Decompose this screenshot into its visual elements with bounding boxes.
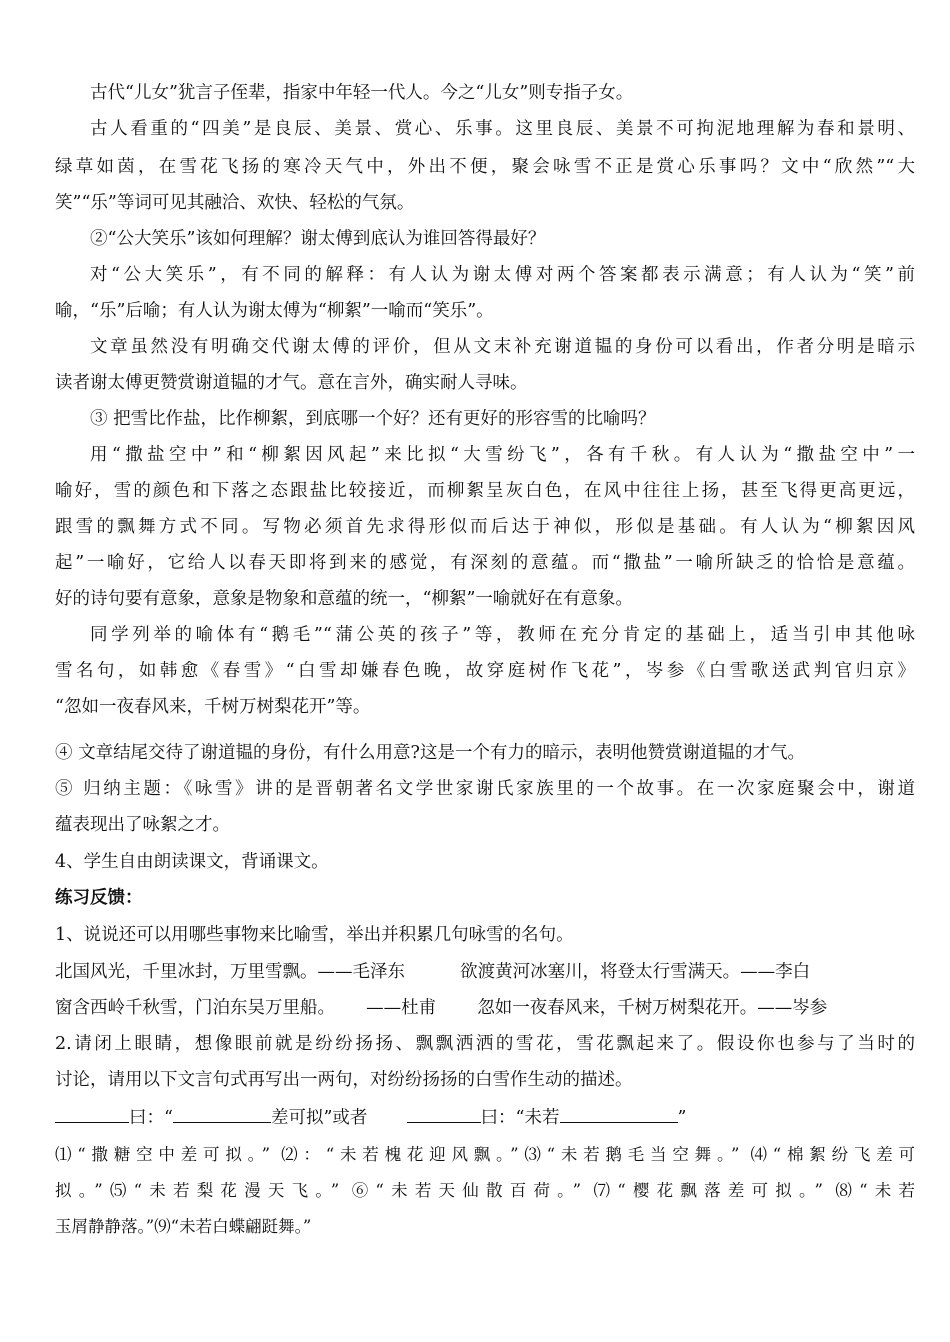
answer-line: 拟。”⑸“未若梨花漫天飞。” ⑥“未若天仙散百荷。” ⑺“樱花飘落差可拟。” ⑻“未若 [55, 1181, 915, 1200]
paragraph-line: 文章虽然没有明确交代谢太傅的评价，但从文末补充谢道韫的身份可以看出，作者分明是暗示 [90, 337, 915, 357]
poem-row [55, 998, 827, 1018]
question-heading: ③ 把雪比作盐，比作柳絮，到底哪一个好？还有更好的形容雪的比喻吗？ [90, 409, 656, 429]
exercise-question: 讨论，请用以下文言句式再写出一两句，对纷纷扬扬的白雪作生动的描述。 [55, 1070, 633, 1090]
paragraph-line: ⑤ 归纳主题：《咏雪》讲的是晋朝著名文学世家谢氏家族里的一个故事。在一次家庭聚会中，谢道 [55, 779, 915, 799]
paragraph-line: ④ 文章结尾交待了谢道韫的身份，有什么用意?这是一个有力的暗示，表明他赞赏谢道韫的才气。 [55, 743, 805, 763]
poem-author: ——杜甫 [366, 998, 437, 1018]
paragraph-line: 用“撒盐空中”和“柳絮因风起”来比拟“大雪纷飞”，各有千秋。有人认为“撒盐空中”一 [90, 445, 915, 465]
pattern-text: ” [677, 1108, 687, 1128]
paragraph-line: 4、学生自由朗读课文，背诵课文。 [55, 852, 329, 872]
paragraph-line: 读者谢太傅更赞赏谢道韫的才气。意在言外，确实耐人寻味。 [55, 373, 528, 393]
paragraph-line: 同学列举的喻体有“鹅毛”“蒲公英的孩子”等，教师在充分肯定的基础上，适当引申其他咏 [90, 625, 915, 645]
pattern-text: 差可拟”或者 [270, 1108, 368, 1128]
sentence-pattern [55, 1108, 686, 1128]
paragraph-line: 绿草如茵，在雪花飞扬的寒冷天气中，外出不便，聚会咏雪不正是赏心乐事吗？文中“欣然”“大 [55, 157, 915, 177]
paragraph-line: 笑”“乐”等词可见其融洽、欢快、轻松的气氛。 [55, 193, 415, 213]
answer-line: 玉屑静静落。”⑼“未若白蝶翩跹舞。” [55, 1217, 312, 1236]
paragraph-line: 起”一喻好，它给人以春天即将到来的感觉，有深刻的意蕴。而“撒盐”一喻所缺乏的恰恰是意蕴。 [55, 553, 915, 573]
paragraph-line: 古代“儿女”犹言子侄辈，指家中年轻一代人。今之“儿女”则专指子女。 [90, 83, 634, 103]
paragraph-line: 古人看重的“四美”是良辰、美景、赏心、乐事。这里良辰、美景不可拘泥地理解为春和景明、 [90, 119, 915, 139]
poem-row [55, 962, 810, 982]
paragraph-line: 蕴表现出了咏絮之才。 [55, 815, 230, 835]
pattern-text: 曰：“ [129, 1108, 173, 1128]
exercise-question: 2.请闭上眼睛，想像眼前就是纷纷扬扬、飘飘洒洒的雪花，雪花飘起来了。假设你也参与了当时的 [55, 1034, 915, 1054]
poem-quote: 忽如一夜春风来，千树万树梨花开。——岑参 [477, 998, 828, 1018]
fill-blank[interactable] [55, 1108, 129, 1123]
poem-quote: 欲渡黄河冰塞川，将登太行雪满天。——李白 [460, 962, 811, 982]
paragraph-line: 喻，“乐”后喻；有人认为谢太傅为“柳絮”一喻而“笑乐”。 [55, 301, 494, 321]
paragraph-line: 喻好，雪的颜色和下落之态跟盐比较接近，而柳絮呈灰白色，在风中往往上扬，甚至飞得更高更远， [55, 481, 915, 501]
paragraph-line: 好的诗句要有意象，意象是物象和意蕴的统一，“柳絮”一喻就好在有意象。 [55, 589, 633, 609]
fill-blank[interactable] [560, 1108, 678, 1123]
section-heading: 练习反馈： [55, 888, 143, 908]
exercise-question: 1、说说还可以用哪些事物来比喻雪，举出并积累几句咏雪的名句。 [55, 925, 574, 945]
answer-line: ⑴“撒糖空中差可拟。” ⑵：“未若槐花迎风飘。”⑶“未若鹅毛当空舞。” ⑷“棉絮纷飞差可 [55, 1145, 915, 1164]
paragraph-line: 雪名句，如韩愈《春雪》“白雪却嫌春色晚，故穿庭树作飞花”，岑参《白雪歌送武判官归京》 [55, 661, 915, 681]
poem-quote: 窗含西岭千秋雪，门泊东吴万里船。 [55, 998, 335, 1018]
fill-blank[interactable] [407, 1108, 481, 1123]
paragraph-line: 跟雪的飘舞方式不同。写物必须首先求得形似而后达于神似，形似是基础。有人认为“柳絮因风 [55, 517, 915, 537]
poem-quote: 北国风光，千里冰封，万里雪飘。——毛泽东 [55, 962, 405, 982]
pattern-text: 曰：“未若 [480, 1108, 560, 1128]
paragraph-line: 对“公大笑乐”，有不同的解释：有人认为谢太傅对两个答案都表示满意；有人认为“笑”前 [90, 265, 915, 285]
fill-blank[interactable] [173, 1108, 271, 1123]
question-heading: ②“公大笑乐”该如何理解？谢太傅到底认为谁回答得最好？ [90, 229, 546, 249]
paragraph-line: “忽如一夜春风来，千树万树梨花开”等。 [55, 697, 371, 717]
